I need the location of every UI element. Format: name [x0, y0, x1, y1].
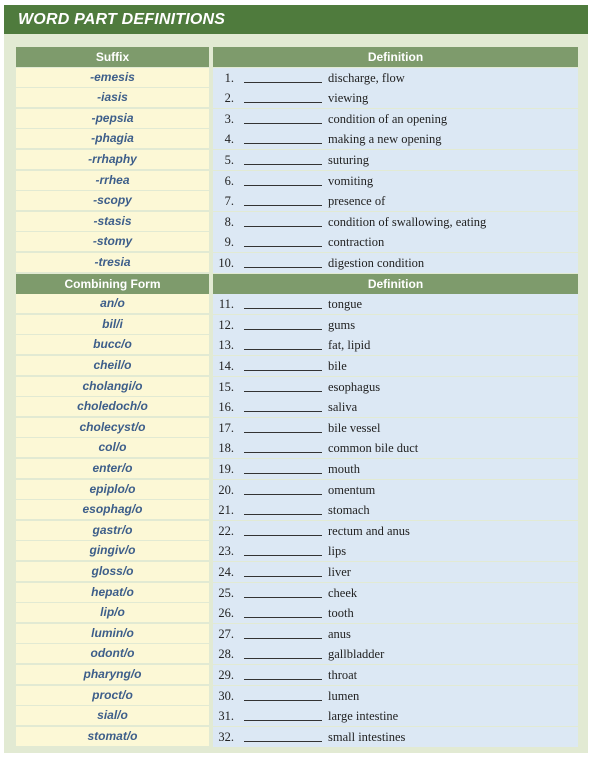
answer-blank[interactable] — [244, 370, 322, 371]
item-number: 14. — [218, 359, 234, 373]
word-part-cell: esophag/o — [16, 500, 209, 519]
item-number: 3. — [224, 111, 234, 126]
definition-text: gallbladder — [328, 647, 385, 662]
definition-text: esophagus — [328, 379, 381, 394]
definition-row — [213, 438, 578, 458]
answer-blank[interactable] — [244, 391, 322, 392]
definition-row — [213, 109, 578, 129]
definition-row — [213, 541, 578, 561]
item-number: 4. — [224, 132, 234, 147]
definition-row — [213, 397, 578, 417]
word-part-cell: -phagia — [16, 129, 209, 148]
definition-text: presence of — [328, 194, 386, 209]
definition-row — [213, 129, 578, 149]
definition-text: bile vessel — [328, 420, 381, 435]
definition-row — [213, 171, 578, 191]
definition-row — [213, 150, 578, 170]
answer-blank[interactable] — [244, 432, 322, 433]
definition-row — [213, 356, 578, 376]
item-number: 31. — [218, 709, 234, 724]
word-part-cell: choledoch/o — [16, 397, 209, 416]
item-number: 12. — [218, 317, 234, 332]
item-number: 1. — [224, 70, 234, 85]
item-number: 8. — [224, 214, 234, 229]
definition-row — [213, 191, 578, 211]
definition-row — [213, 335, 578, 355]
definition-row — [213, 665, 578, 685]
definition-row — [213, 212, 578, 232]
item-number: 10. — [218, 256, 234, 270]
item-number: 25. — [218, 585, 234, 600]
column-header-left: Suffix — [16, 47, 209, 67]
word-part-cell: gingiv/o — [16, 541, 209, 560]
definition-text: liver — [328, 565, 351, 579]
definition-row — [213, 253, 578, 273]
word-part-table — [4, 5, 588, 753]
definition-text: condition of an opening — [328, 111, 448, 126]
definition-text: gums — [328, 317, 356, 332]
item-number: 11. — [218, 297, 234, 312]
table-title: WORD PART DEFINITIONS — [4, 5, 588, 34]
item-number: 19. — [218, 462, 234, 476]
answer-blank[interactable] — [244, 617, 322, 618]
word-part-cell: -pepsia — [16, 109, 209, 128]
answer-blank[interactable] — [244, 720, 322, 721]
answer-blank[interactable] — [244, 473, 322, 474]
definition-row — [213, 562, 578, 582]
item-number: 30. — [218, 688, 234, 703]
word-part-cell: col/o — [16, 438, 209, 457]
answer-blank[interactable] — [244, 246, 322, 247]
definition-text: lips — [328, 544, 347, 559]
word-part-cell: pharyng/o — [16, 665, 209, 684]
item-number: 20. — [218, 482, 234, 497]
word-part-cell: gastr/o — [16, 521, 209, 540]
definition-text: saliva — [328, 400, 358, 415]
definition-text: making a new opening — [328, 132, 442, 147]
answer-blank[interactable] — [244, 576, 322, 577]
column-header-right: Definition — [213, 274, 578, 294]
answer-blank[interactable] — [244, 679, 322, 680]
definition-row — [213, 686, 578, 706]
definition-text: digestion condition — [328, 256, 425, 270]
answer-blank[interactable] — [244, 741, 322, 742]
definition-row — [213, 418, 578, 438]
definition-row — [213, 294, 578, 314]
definition-text: rectum and anus — [328, 523, 410, 538]
definition-row — [213, 88, 578, 108]
answer-blank[interactable] — [244, 102, 322, 103]
definition-row — [213, 706, 578, 726]
answer-blank[interactable] — [244, 514, 322, 515]
answer-blank[interactable] — [244, 143, 322, 144]
definition-text: tooth — [328, 606, 354, 621]
item-number: 28. — [218, 647, 234, 662]
word-part-cell: stomat/o — [16, 727, 209, 746]
answer-blank[interactable] — [244, 658, 322, 659]
word-part-cell: -tresia — [16, 253, 209, 272]
definition-text: anus — [328, 626, 351, 641]
item-number: 21. — [218, 503, 234, 518]
definition-row — [213, 583, 578, 603]
definition-text: discharge, flow — [328, 70, 405, 85]
definition-row — [213, 480, 578, 500]
word-part-cell: lip/o — [16, 603, 209, 622]
definition-text: vomiting — [328, 173, 374, 188]
definition-row — [213, 727, 578, 747]
definition-text: tongue — [328, 297, 363, 312]
definition-text: viewing — [328, 91, 369, 106]
answer-blank[interactable] — [244, 700, 322, 701]
item-number: 2. — [224, 91, 234, 106]
word-part-cell: odont/o — [16, 644, 209, 663]
word-part-cell: -iasis — [16, 88, 209, 107]
item-number: 17. — [218, 420, 234, 435]
answer-blank[interactable] — [244, 349, 322, 350]
definition-text: contraction — [328, 235, 385, 250]
item-number: 22. — [218, 523, 234, 538]
item-number: 18. — [218, 441, 234, 456]
word-part-cell: bil/i — [16, 315, 209, 334]
definition-text: small intestines — [328, 729, 406, 744]
answer-blank[interactable] — [244, 267, 322, 268]
answer-blank[interactable] — [244, 185, 322, 186]
word-part-cell: proct/o — [16, 686, 209, 705]
definition-row — [213, 459, 578, 479]
answer-blank[interactable] — [244, 226, 322, 227]
answer-blank[interactable] — [244, 329, 322, 330]
item-number: 29. — [218, 668, 234, 682]
word-part-cell: an/o — [16, 294, 209, 313]
word-part-cell: -emesis — [16, 68, 209, 87]
answer-blank[interactable] — [244, 452, 322, 453]
definition-row — [213, 521, 578, 541]
word-part-cell: epiplo/o — [16, 480, 209, 499]
answer-blank[interactable] — [244, 308, 322, 309]
word-part-cell: enter/o — [16, 459, 209, 478]
answer-blank[interactable] — [244, 82, 322, 83]
item-number: 7. — [224, 194, 234, 209]
word-part-cell: -stasis — [16, 212, 209, 231]
word-part-cell: lumin/o — [16, 624, 209, 643]
definition-row — [213, 624, 578, 644]
answer-blank[interactable] — [244, 205, 322, 206]
definition-text: suturing — [328, 153, 369, 167]
definition-text: mouth — [328, 462, 360, 476]
word-part-cell: -rrhaphy — [16, 150, 209, 169]
answer-blank[interactable] — [244, 535, 322, 536]
definition-text: stomach — [328, 503, 370, 518]
definition-text: throat — [328, 668, 358, 682]
answer-blank[interactable] — [244, 638, 322, 639]
word-part-cell: -scopy — [16, 191, 209, 210]
definition-text: fat, lipid — [328, 338, 371, 353]
definition-text: common bile duct — [328, 441, 419, 456]
definition-row — [213, 315, 578, 335]
item-number: 16. — [218, 400, 234, 415]
answer-blank[interactable] — [244, 597, 322, 598]
definition-row — [213, 232, 578, 252]
definition-row — [213, 603, 578, 623]
definition-text: large intestine — [328, 709, 399, 724]
definition-text: bile — [328, 359, 347, 373]
answer-blank[interactable] — [244, 494, 322, 495]
item-number: 6. — [224, 173, 234, 188]
word-part-cell: gloss/o — [16, 562, 209, 581]
item-number: 5. — [224, 153, 234, 167]
definition-text: condition of swallowing, eating — [328, 214, 487, 229]
word-part-cell: cheil/o — [16, 356, 209, 375]
item-number: 23. — [218, 544, 234, 559]
column-header-left: Combining Form — [16, 274, 209, 294]
item-number: 9. — [224, 235, 234, 250]
definition-row — [213, 644, 578, 664]
word-part-cell: sial/o — [16, 706, 209, 725]
item-number: 27. — [218, 626, 234, 641]
item-number: 15. — [218, 379, 234, 394]
definition-row — [213, 500, 578, 520]
answer-blank[interactable] — [244, 411, 322, 412]
word-part-cell: bucc/o — [16, 335, 209, 354]
column-header-right: Definition — [213, 47, 578, 67]
word-part-cell: cholecyst/o — [16, 418, 209, 437]
word-part-cell: -stomy — [16, 232, 209, 251]
item-number: 24. — [218, 565, 234, 579]
answer-blank[interactable] — [244, 555, 322, 556]
item-number: 32. — [218, 729, 234, 744]
definition-text: cheek — [328, 585, 358, 600]
word-part-cell: cholangi/o — [16, 377, 209, 396]
answer-blank[interactable] — [244, 123, 322, 124]
word-part-cell: -rrhea — [16, 171, 209, 190]
definition-text: omentum — [328, 482, 376, 497]
definition-text: lumen — [328, 688, 360, 703]
item-number: 13. — [218, 338, 234, 353]
answer-blank[interactable] — [244, 164, 322, 165]
definition-row — [213, 377, 578, 397]
item-number: 26. — [218, 606, 234, 621]
definition-row — [213, 68, 578, 88]
word-part-cell: hepat/o — [16, 583, 209, 602]
